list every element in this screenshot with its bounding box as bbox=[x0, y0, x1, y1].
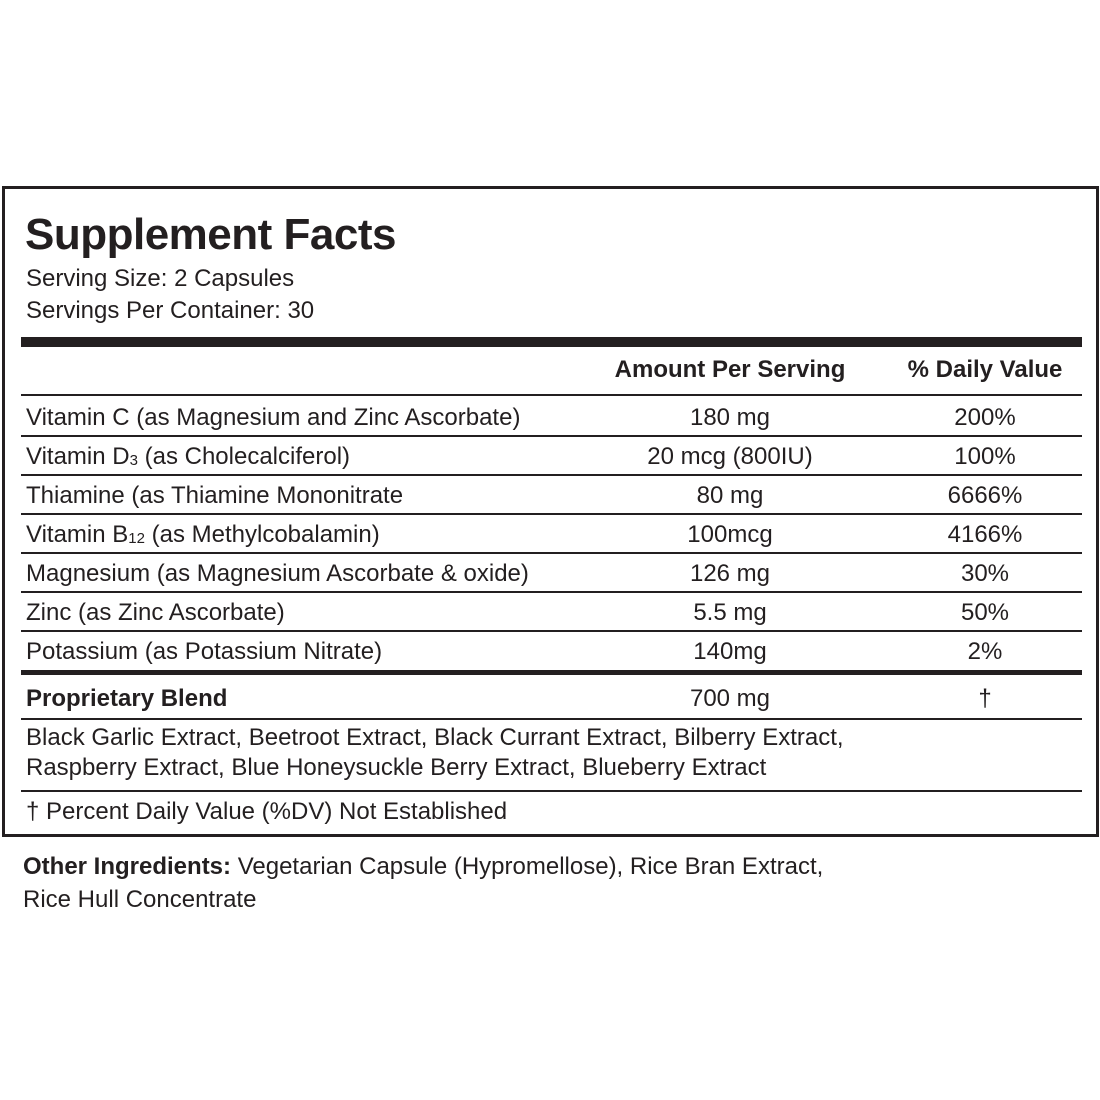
other-ingredients bbox=[23, 850, 823, 916]
nutrient-amount: 180 mg bbox=[689, 404, 771, 431]
nutrient-amount: 80 mg bbox=[696, 482, 764, 509]
nutrient-name: Zinc (as Zinc Ascorbate) bbox=[26, 599, 285, 626]
other-ingredients-line bbox=[23, 850, 823, 883]
nutrient-amount: 140mg bbox=[693, 638, 767, 665]
nutrient-amount: 20 mcg (800IU) bbox=[647, 443, 813, 470]
nutrient-daily-value: 4166% bbox=[947, 521, 1023, 548]
divider bbox=[21, 591, 1082, 593]
nutrient-name: Vitamin B12 (as Methylcobalamin) bbox=[26, 521, 380, 548]
proprietary-blend-row bbox=[5, 680, 1096, 718]
blend-ingredients bbox=[26, 723, 1076, 783]
blend-name: Proprietary Blend bbox=[26, 685, 228, 712]
nutrient-name: Vitamin C (as Magnesium and Zinc Ascorbate) bbox=[26, 404, 521, 431]
nutrient-name: Vitamin D3 (as Cholecalciferol) bbox=[26, 443, 351, 470]
nutrient-name: Thiamine (as Thiamine Mononitrate bbox=[26, 482, 404, 509]
serving-info bbox=[26, 263, 314, 327]
thick-divider bbox=[21, 337, 1082, 347]
nutrient-daily-value: 100% bbox=[954, 443, 1016, 470]
nutrient-row-vitamin-d3 bbox=[5, 438, 1096, 476]
divider bbox=[21, 474, 1082, 476]
divider bbox=[21, 394, 1082, 396]
panel-title: Supplement Facts bbox=[25, 210, 396, 259]
blend-daily-value: † bbox=[978, 685, 992, 712]
nutrient-name: Potassium (as Potassium Nitrate) bbox=[26, 638, 383, 665]
divider bbox=[21, 790, 1082, 792]
nutrient-row-zinc bbox=[5, 594, 1096, 632]
medium-divider bbox=[21, 670, 1082, 675]
nutrient-amount: 5.5 mg bbox=[693, 599, 767, 626]
servings-per-container: Servings Per Container: 30 bbox=[26, 297, 315, 324]
nutrient-daily-value: 30% bbox=[960, 560, 1010, 587]
divider bbox=[21, 718, 1082, 720]
supplement-facts-panel bbox=[2, 186, 1099, 837]
nutrient-row-magnesium bbox=[5, 555, 1096, 593]
nutrient-daily-value: 2% bbox=[967, 638, 1003, 665]
nutrient-row-vitamin-b12 bbox=[5, 516, 1096, 554]
nutrient-row-thiamine bbox=[5, 477, 1096, 515]
amount-column-header: Amount Per Serving bbox=[614, 356, 846, 383]
daily-value-column-header: % Daily Value bbox=[907, 356, 1063, 383]
other-ingredients-line: Rice Hull Concentrate bbox=[23, 886, 257, 913]
nutrient-amount: 126 mg bbox=[689, 560, 771, 587]
nutrient-daily-value: 200% bbox=[954, 404, 1016, 431]
blend-ingredients-line: Black Garlic Extract, Beetroot Extract, Black Currant Extract, Bilberry Extract, bbox=[26, 724, 844, 751]
divider bbox=[21, 630, 1082, 632]
divider bbox=[21, 552, 1082, 554]
nutrient-daily-value: 50% bbox=[960, 599, 1010, 626]
other-ingredients-text: Vegetarian Capsule (Hypromellose), Rice Bran Extract, bbox=[231, 853, 824, 880]
blend-amount: 700 mg bbox=[689, 685, 771, 712]
divider bbox=[21, 435, 1082, 437]
divider bbox=[21, 513, 1082, 515]
blend-ingredients-line: Raspberry Extract, Blue Honeysuckle Berry Extract, Blueberry Extract bbox=[26, 754, 767, 781]
nutrient-daily-value: 6666% bbox=[947, 482, 1023, 509]
nutrient-name: Magnesium (as Magnesium Ascorbate & oxide) bbox=[26, 560, 529, 587]
column-header-row bbox=[5, 351, 1096, 389]
other-ingredients-label: Other Ingredients: bbox=[23, 853, 232, 880]
nutrient-row-potassium bbox=[5, 633, 1096, 671]
dv-footnote: † Percent Daily Value (%DV) Not Established bbox=[26, 798, 508, 825]
serving-size: Serving Size: 2 Capsules bbox=[26, 265, 295, 292]
nutrient-row-vitamin-c bbox=[5, 399, 1096, 437]
nutrient-amount: 100mcg bbox=[687, 521, 773, 548]
